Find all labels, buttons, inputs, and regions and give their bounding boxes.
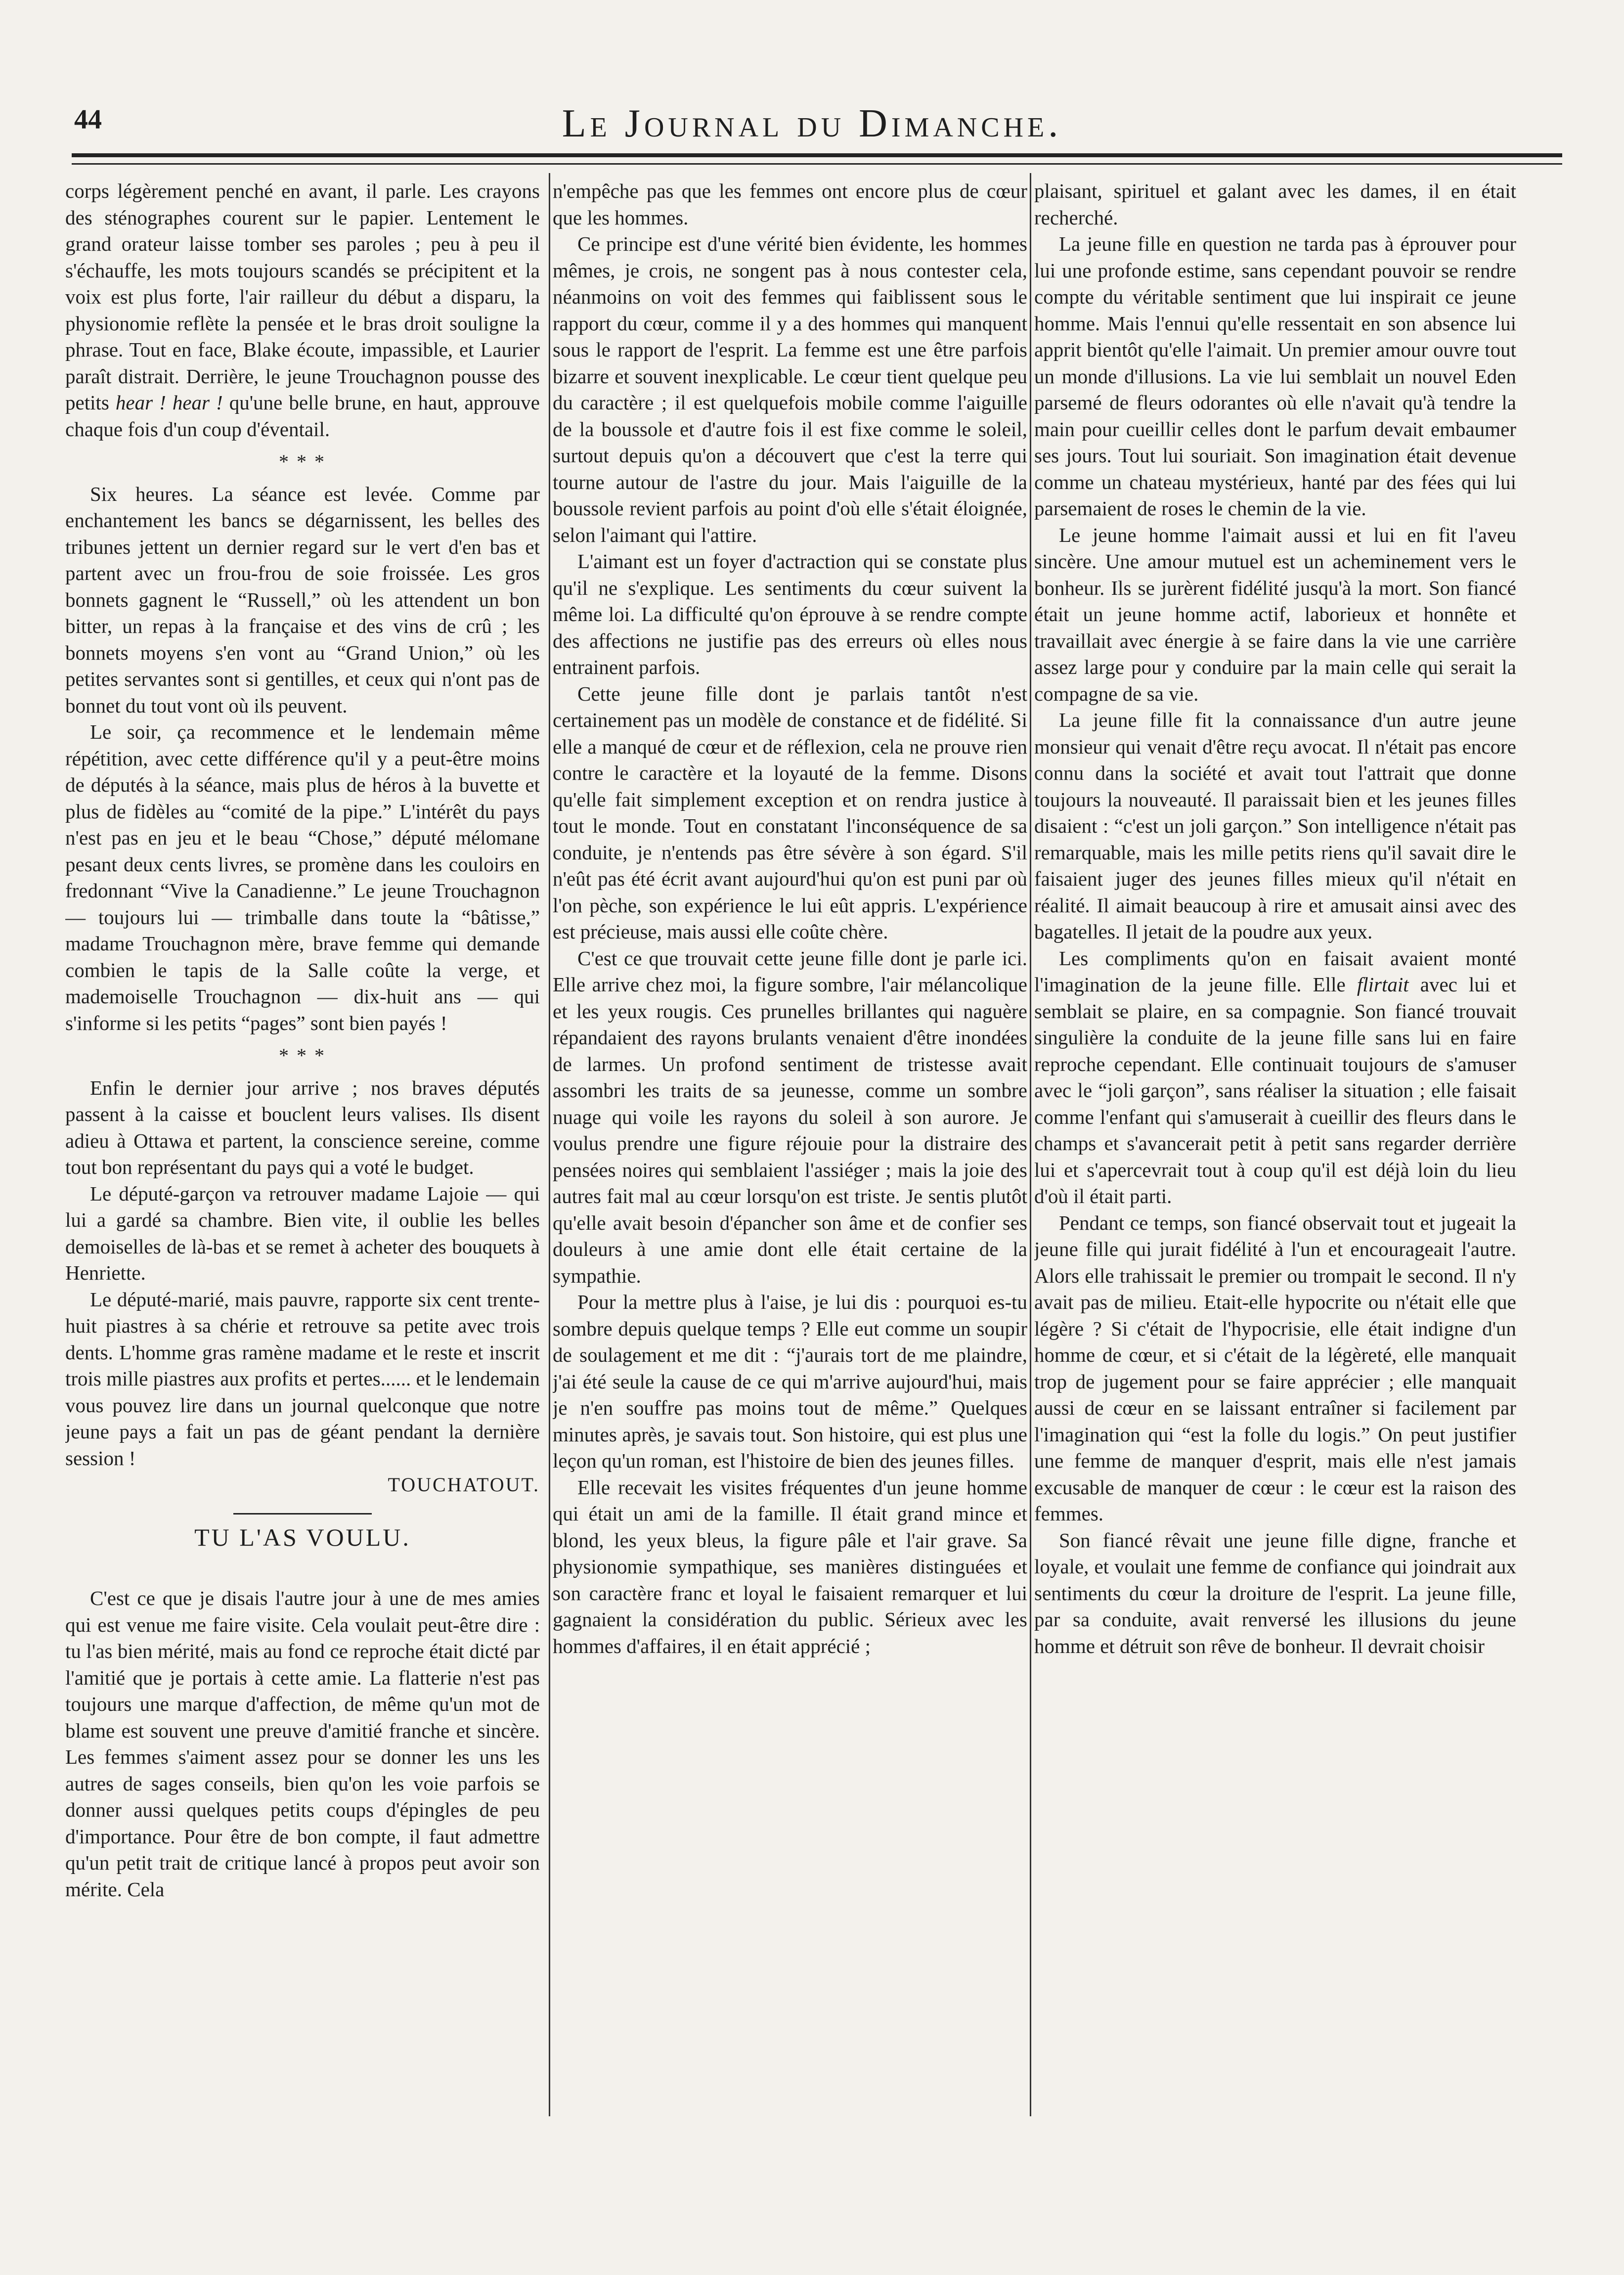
flirtait-text: flirtait: [1357, 973, 1409, 996]
paragraph: Le député-marié, mais pauvre, rapporte six cent trente-huit piastres à sa chérie et retrouve sa petite avec trois dents. L'homme gras ramène madame et le reste et inscrit trois mille piastres aux profits et pertes...... et le lendemain vous pouvez lire dans un journal quelconque que notre jeune pays a fait un pas de géant pendant la dernière session !: [65, 1288, 540, 1470]
paragraph: Les compliments qu'on en faisait avaient monté l'imagination de la jeune fille. Elle flirtait avec lui et semblait se plaire, en sa compagnie. Son fiancé trouvait singulière la conduite de la jeune fille sans lui en faire reproche cependant. Elle continuait toujours de s'amuser avec le “joli garçon”, sans réaliser la situation ; elle faisait comme l'enfant qui s'amuserait à cueillir des fleurs dans le champs et s'avancerait petit à petit sans regarder derrière lui et s'apercevrait tout à coup qu'il est déjà loin du lieu d'où il était parti.: [1034, 946, 1516, 1207]
paragraph: Elle recevait les visites fréquentes d'un jeune homme qui était un ami de la famille. Il était grand mince et blond, les yeux bleus, la figure pâle et l'air grave. Sa physionomie sympathique, ses manières distinguées et son caractère franc et loyal le faisaient remarquer et lui gagnaient la considération du public. Sérieux avec les hommes d'affaires, il en était apprécié ;: [553, 1475, 1027, 1657]
paragraph: Le député-garçon va retrouver madame Lajoie — qui lui a gardé sa chambre. Bien vite, il oublie les belles demoiselles de là-bas et se remet à acheter des bouquets à Henriette.: [65, 1182, 540, 1284]
paragraph: Cette jeune fille dont je parlais tantôt n'est certainement pas un modèle de constance et de fidélité. Si elle a manqué de cœur et de réflexion, cela ne prouve rien contre le caractère et la loyauté de la femme. Disons qu'elle fait simplement exception et on rendra justice à tout le monde. Tout en constatant l'inconséquence de sa conduite, je n'entends pas être sévère à son égard. S'il n'eût pas été écrit avant aujourd'hui qu'on est puni par où l'on pèche, son expérience le lui eût appris. L'expérience est précieuse, mais aussi elle coûte chère.: [553, 682, 1027, 943]
paragraph: L'aimant est un foyer d'actraction qui se constate plus qu'il ne s'explique. Les sentiments du cœur suivent la même loi. La difficulté qu'on éprouve à se rendre compte des affections ne justifie pas des erreurs où elles nous entrainent parfois.: [553, 550, 1027, 678]
paragraph: Le jeune homme l'aimait aussi et lui en fit l'aveu sincère. Une amour mutuel est un acheminement vers le bonheur. Ils se jurèrent fidélité jusqu'à la mort. Son fiancé était un jeune homme actif, laborieux et honnête et travaillait avec énergie à se faire dans la vie une carrière assez large pour y conduire par la main celle qui serait la compagne de sa vie.: [1034, 523, 1516, 705]
journal-title: Le Journal du Dimanche.: [562, 102, 1062, 145]
paragraph: Six heures. La séance est levée. Comme par enchantement les bancs se dégarnissent, les belles des tribunes jettent un dernier regard sur le vert d'en bas et partent avec un frou-frou de soie froissée. Les gros bonnets gagnent le “Russell,” où les attendent un bon bitter, un repas à la française et des vins de crû ; les bonnets moyens s'en vont au “Grand Union,” où les petites servantes sont si gentilles, et ceux qui n'ont pas de bonnet du tout vont où ils peuvent.: [65, 482, 540, 717]
paragraph: Enfin le dernier jour arrive ; nos braves députés passent à la caisse et bouclent leurs valises. Ils disent adieu à Ottawa et partent, la conscience sereine, comme tout bon représentant du pays qui a voté le budget.: [65, 1076, 540, 1178]
page-number: 44: [74, 104, 102, 135]
section-separator: * * *: [278, 450, 326, 473]
hear-hear-text: hear ! hear !: [115, 391, 223, 414]
article-title: TU L'AS VOULU.: [194, 1523, 411, 1551]
paragraph: plaisant, spirituel et galant avec les dames, il en était recherché.: [1034, 179, 1516, 229]
paragraph: Pendant ce temps, son fiancé observait tout et jugeait la jeune fille qui jurait fidélité à l'un et encourageait l'autre. Alors elle trahissait le premier ou trompait le second. Il n'y avait pas de milieu. Etait-elle hypocrite ou n'était elle que légère ? Si c'était de l'hypocrisie, elle était indigne d'un homme de cœur, et si c'était de la légèreté, elle manquait trop de jugement pour se faire apprécier ; elle manquait aussi de cœur en se laissant entraîner si facilement par l'imagination qui “est la folle du logis.” On peut justifier une femme de manquer d'esprit, mais elle n'est jamais excusable de manquer de cœur : le cœur est la raison des femmes.: [1034, 1211, 1516, 1525]
paragraph: Ce principe est d'une vérité bien évidente, les hommes mêmes, je crois, ne songent pas à nous contester cela, néanmoins on voit des femmes qui faiblissent sous le rapport du cœur, comme il y a des hommes qui manquent sous le rapport de l'esprit. La femme est une être parfois bizarre et souvent inexplicable. Le cœur tient quelque peu du caractère ; il est quelquefois mobile comme l'aiguille de la boussole et d'autre fois il est fixe comme le soleil, surtout depuis qu'on a découvert que c'est la terre qui tourne autour de l'astre du jour. Mais l'aiguille de la boussole revient parfois au point d'où elle s'était éloignée, selon l'aimant qui l'attire.: [553, 232, 1027, 546]
paragraph: La jeune fille en question ne tarda pas à éprouver pour lui une profonde estime, sans cependant pouvoir se rendre compte du véritable sentiment que lui inspirait ce jeune homme. Mais l'ennui qu'elle ressentait en son absence lui apprit bientôt qu'elle l'aimait. Un premier amour ouvre tout un monde d'illusions. La vie lui semblait un nouvel Eden parsemé de fleurs odorantes où elle n'avait qu'à tendre la main pour cueillir celles dont le parfum devait embaumer ses jours. Tout lui souriait. Son imagination était devenue comme un chateau mystérieux, hanté par des fées qui lui parsemaient de roses le chemin de la vie.: [1034, 232, 1516, 520]
paragraph: corps légèrement penché en avant, il parle. Les crayons des sténographes courent sur le papier. Lentement le grand orateur laisse tomber ses paroles ; peu à peu il s'échauffe, les mots toujours scandés se précipitent et la voix est plus forte, l'air railleur du début a disparu, la physionomie reflète la pensée et le bras droit souligne la phrase. Tout en face, Blake écoute, impassible, et Laurier paraît distrait. Derrière, le jeune Trouchagnon pousse des petits hear ! hear ! qu'une belle brune, en haut, approuve chaque fois d'un coup d'éventail.: [65, 179, 540, 441]
author-signature: TOUCHATOUT.: [388, 1473, 540, 1496]
paragraph: Pour la mettre plus à l'aise, je lui dis : pourquoi es-tu sombre depuis quelque temps ? Elle eut comme un soupir de soulagement et me dit : “j'aurais tort de me plaindre, j'ai été seule la cause de ce qui m'arrive aujourd'hui, mais je n'en souffre pas moins tout de même.” Quelques minutes après, je savais tout. Son histoire, qui est plus une leçon qu'un roman, est l'histoire de bien des jeunes filles.: [553, 1291, 1027, 1472]
header-rule-thin: [72, 163, 1562, 165]
column-divider: [1030, 173, 1031, 2116]
title-rule: [233, 1513, 372, 1515]
column-2: [553, 178, 1027, 2121]
paragraph: La jeune fille fit la connaissance d'un autre jeune monsieur qui venait d'être reçu avocat. Il n'était pas encore connu dans la société et avait tout l'attrait que donne toujours la nouveauté. Il paraissait bien et les jeunes filles disaient : “c'est un joli garçon.” Son intelligence n'était pas remarquable, mais les mille petits riens qu'il savait dire le faisaient juger des jeunes filles mieux qu'il n'était en réalité. Il aimait beaucoup à rire et amusait ainsi avec des bagatelles. Il jetait de la poudre aux yeux.: [1034, 709, 1516, 943]
header-rule: [72, 153, 1562, 157]
section-separator: * * *: [278, 1044, 326, 1067]
column-1: [65, 178, 540, 2121]
paragraph: Son fiancé rêvait une jeune fille digne, franche et loyale, et voulait une femme de confiance qui joindrait aux sentiments du cœur la droiture de l'esprit. La jeune fille, par sa conduite, avait renversé les illusions du jeune homme et détruit son rêve de bonheur. Il devrait choisir: [1034, 1528, 1516, 1657]
paragraph: C'est ce que je disais l'autre jour à une de mes amies qui est venue me faire visite. Cela voulait peut-être dire : tu l'as bien mérité, mais au fond ce reproche était dicté par l'amitié que je portais à cette amie. La flatterie n'est pas toujours une marque d'affection, de même qu'un mot de blame est souvent une preuve d'amitié franche et sincère. Les femmes s'aiment assez pour se donner les uns les autres de sages conseils, bien qu'on les voie parfois se donner aussi quelques petits coups d'épingles de peu d'importance. Pour être de bon compte, il faut admettre qu'un petit trait de critique lancé à propos peut avoir son mérite. Cela: [65, 1587, 540, 1901]
column-divider: [549, 173, 550, 2116]
paragraph: Le soir, ça recommence et le lendemain même répétition, avec cette différence qu'il y a peut-être moins de députés à la séance, mais plus de héros à la buvette et plus de fidèles au “comité de la pipe.” L'intérêt du pays n'est pas en jeu et le beau “Chose,” député mélomane pesant deux cents livres, se promène dans les couloirs en fredonnant “Vive la Canadienne.” Le jeune Trouchagnon — toujours lui — trimballe dans toute la “bâtisse,” madame Trouchagnon mère, brave femme qui demande combien le tapis de la Salle coûte la verge, et mademoiselle Trouchagnon — dix-huit ans — qui s'informe si les petits “pages” sont bien payés !: [65, 720, 540, 1034]
column-3: [1034, 178, 1516, 2121]
paragraph: n'empêche pas que les femmes ont encore plus de cœur que les hommes.: [553, 179, 1027, 229]
paragraph: C'est ce que trouvait cette jeune fille dont je parle ici. Elle arrive chez moi, la figure sombre, l'air mélancolique et les yeux rougis. Ces prunelles brillantes qui naguère répandaient des rayons brulants venaient d'être inondées de larmes. Un profond sentiment de tristesse avait assombri les traits de sa jeunesse, comme un sombre nuage qui voile les rayons du soleil à son aurore. Je voulus prendre une figure réjouie pour la distraire des pensées noires qui semblaient l'assiéger ; mais la joie des autres fait mal au cœur lorsqu'on est triste. Je sentis plutôt qu'elle avait besoin d'épancher son âme et de confier ses douleurs à une amie dont elle était certaine de la sympathie.: [553, 946, 1027, 1287]
